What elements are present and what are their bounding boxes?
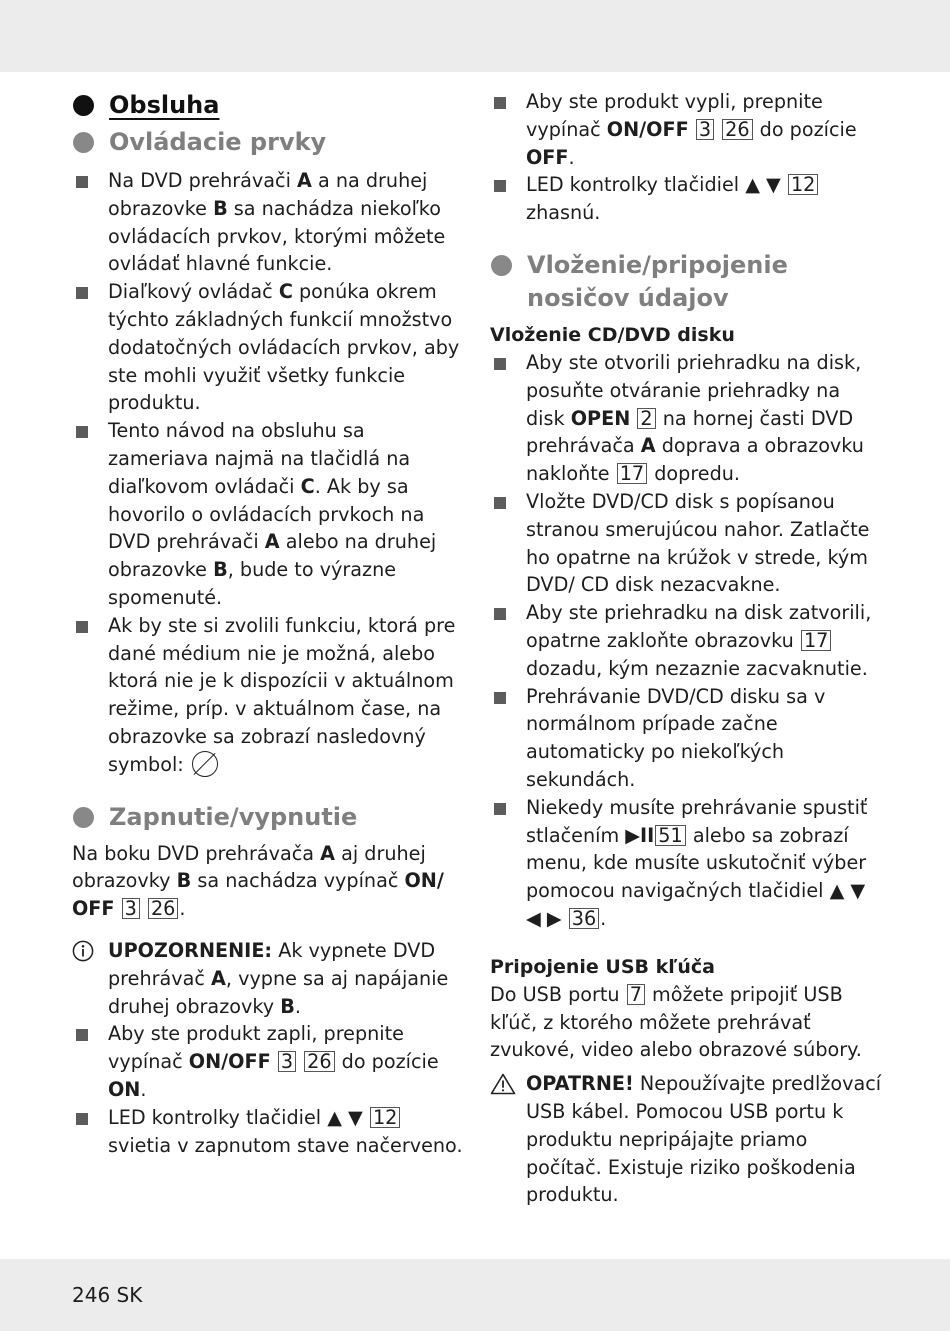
list-item: Tento návod na obsluhu sa zameriava najmä na tlačidlá na diaľkovom ovládači C. Ak by sa hovorilo o ovládacích prvkoch na DVD prehrávači A alebo na druhej obrazovke B, bude to výrazne spomenuté. [72,417,464,612]
heading-dot-icon [73,807,94,828]
header-bar [0,0,950,72]
list-item: Niekedy musíte prehrávanie spustiť stlačením ▶II 51 alebo sa zobrazí menu, kde musíte uskutočniť výber pomocou navigačných tlačidiel ▲ ▼ ◀ ▶ 36 . [490,794,882,933]
subheading-pripojenie-usb: Pripojenie USB kľúča [490,955,715,978]
list-item: Ak by ste si zvolili funkciu, ktorá pre dané médium nie je možná, alebo ktorá nie je k dispozícii v aktuálnom režime, príp. v aktuálnom čase, na obrazovke sa zobrazí nasledovný symbol: [72,612,464,779]
list-item: Na DVD prehrávači A a na druhej obrazovke B sa nachádza niekoľko ovládacích prvkov, ktorými môžete ovládať hlavné funkcie. [72,167,464,278]
note-upozornenie: UPOZORNENIE: Ak vypnete DVD prehrávač A, vypne sa aj napájanie druhej obrazovky B. [72,937,464,1020]
heading-zapnutie-vypnutie: Zapnutie/vypnutie [72,801,464,834]
list-item: LED kontrolky tlačidiel ▲ ▼ 12 svietia v zapnutom stave načerveno. [72,1104,464,1160]
info-circle-icon [72,940,94,970]
list-item: Prehrávanie DVD/CD disku sa v normálnom prípade začne automaticky po niekoľkých sekundách. [490,683,882,794]
heading-dot-icon [73,95,94,116]
heading-vlozenie-pripojenie: Vloženie/pripojenie nosičov údajov [490,249,882,315]
heading-dot-icon [491,255,512,276]
right-column [490,88,882,1209]
page-number: 246 SK [72,1283,143,1307]
left-column [72,88,464,1159]
list-item: Vložte DVD/CD disk s popísanou stranou smerujúcou nahor. Zatlačte ho opatrne na krúžok v strede, kým DVD/ CD disk nezacvakne. [490,488,882,599]
heading-obsluha: Obsluha [72,88,464,122]
play-pause-icon: ▶II [625,823,655,847]
not-available-symbol-icon [192,751,218,777]
heading-ovladacie-prvky: Ovládacie prvky [72,126,464,159]
heading-dot-icon [73,132,94,153]
list-item: Diaľkový ovládač C ponúka okrem týchto základných funkcií množstvo dodatočných ovládacích prvkov, aby ste mohli využiť všetky funkcie produktu. [72,278,464,417]
list-item: Aby ste produkt zapli, prepnite vypínač ON/OFF 3 26 do pozície ON. [72,1020,464,1103]
paragraph-zapnutie: Na boku DVD prehrávača A aj druhej obrazovky B sa nachádza vypínač ON/ OFF 3 26 . [72,841,444,921]
list-item: Aby ste priehradku na disk zatvorili, opatrne zakloňte obrazovku 17 dozadu, kým nezaznie zacvaknutie. [490,599,882,682]
warning-triangle-icon [490,1073,516,1103]
warning-opatrne: OPATRNE! Nepoužívajte predlžovací USB kábel. Pomocou USB portu k produktu nepripájajte priamo počítač. Existuje riziko poškodenia produktu. [490,1070,882,1209]
list-item: LED kontrolky tlačidiel ▲ ▼ 12 zhasnú. [490,171,882,227]
list-item: Aby ste produkt vypli, prepnite vypínač ON/OFF 3 26 do pozície OFF. [490,88,882,171]
footer-bar [0,1259,950,1331]
subheading-vlozenie-disku: Vloženie CD/DVD disku [490,323,735,346]
paragraph-usb: Do USB portu 7 môžete pripojiť USB kľúč, z ktorého môžete prehrávať zvukové, video alebo obrazové súbory. [490,982,862,1062]
list-item: Aby ste otvorili priehradku na disk, posuňte otváranie priehradky na disk OPEN 2 na hornej časti DVD prehrávača A doprava a obrazovku nakloňte 17 dopredu. [490,349,882,488]
